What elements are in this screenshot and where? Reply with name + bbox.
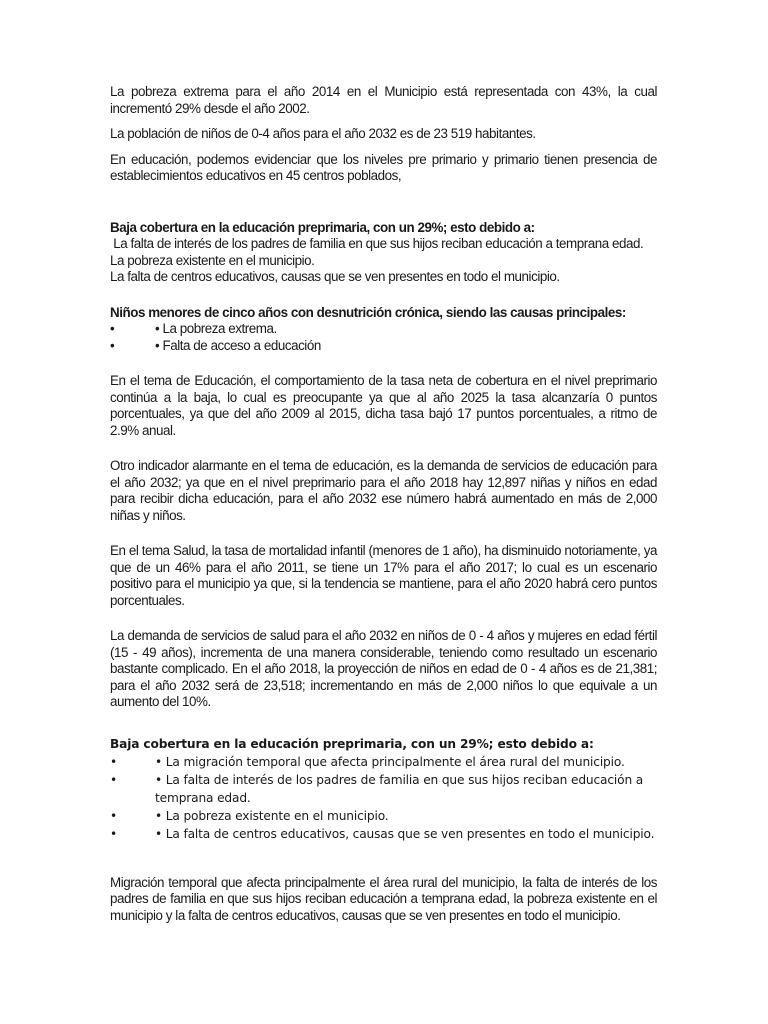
list-item-text: • La migración temporal que afecta principalmente el área rural del municipio.	[155, 754, 625, 769]
paragraph-education-demand: Otro indicador alarmante en el tema de educación, es la demanda de servicios de educación para el año 2032; ya que en el nivel preprimario para el año 2018 hay 12,897 niñas y niños en edad para recibir dicha educación, para el año 2032 ese número habrá aumentado en más de 2,000 niñas y niños.	[110, 458, 657, 523]
list-item-text: • La falta de interés de los padres de familia en que sus hijos reciban educación a temprana edad.	[155, 772, 644, 805]
list-item	[110, 753, 657, 771]
paragraph-causes-summary: Migración temporal que afecta principalmente el área rural del municipio, la falta de interés de los padres de familia en que sus hijos reciban educación a temprana edad, la pobreza existente en el municipio y la falta de centros educativos, causas que se ven presentes en todo el municipio.	[110, 874, 657, 923]
section-title-low-coverage-repeat: Baja cobertura en la educación preprimaria, con un 29%; esto debido a:	[110, 736, 594, 751]
paragraph-education-coverage-rate: En el tema de Educación, el comportamiento de la tasa neta de cobertura en el nivel preprimario continúa a la baja, lo cual es preocupante ya que al año 2025 la tasa alcanzaría 0 puntos porcentuales, ya que del año 2009 al 2015, dicha tasa bajó 17 puntos porcentuales, a ritmo de 2.9% anual.	[110, 373, 657, 438]
bullet-marker: •	[110, 808, 118, 823]
paragraph-extreme-poverty: La pobreza extrema para el año 2014 en el Municipio está representada con 43%, la cual incrementó 29% desde el año 2002.	[110, 84, 657, 116]
cause-line-poverty: La pobreza existente en el municipio.	[110, 252, 315, 268]
paragraph-child-population: La población de niños de 0-4 años para el año 2032 es de 23 519 habitantes.	[110, 126, 536, 141]
cause-line-lack-of-interest: La falta de interés de los padres de familia en que sus hijos reciban educación a temprana edad.	[110, 236, 644, 251]
list-item-text: • La falta de centros educativos, causas que se ven presentes en todo el municipio.	[155, 826, 655, 841]
list-item-text: • La pobreza existente en el municipio.	[155, 808, 389, 823]
list-item	[110, 771, 657, 807]
paragraph-education-levels: En educación, podemos evidenciar que los niveles pre primario y primario tienen presencia de establecimientos educativos en 45 centros poblados,	[110, 151, 657, 183]
list-item-text: • La pobreza extrema.	[155, 321, 277, 336]
cause-line-lack-of-centers: La falta de centros educativos, causas que se ven presentes en todo el municipio.	[110, 269, 560, 284]
list-item	[110, 321, 657, 338]
section-low-coverage-repeat	[110, 735, 657, 843]
bullet-marker: •	[110, 321, 115, 336]
bullet-marker: •	[110, 337, 115, 353]
paragraph-health-demand: La demanda de servicios de salud para el año 2032 en niños de 0 - 4 años y mujeres en edad fértil (15 - 49 años), incrementa de una manera considerable, teniendo como resultado un escenario bastante complicado. En el año 2018, la proyección de niños en edad de 0 - 4 años es de 21,381; para el año 2032 será de 23,518; incrementando en más de 2,000 niños lo que equivale a un aumento del 10%.	[110, 628, 657, 709]
document-page	[110, 84, 657, 924]
list-item-text: • Falta de acceso a educación	[155, 337, 321, 353]
paragraph-infant-mortality: En el tema Salud, la tasa de mortalidad infantil (menores de 1 año), ha disminuido notoriamente, ya que de un 46% para el año 2011, se tiene un 17% para el año 2017; lo cual es un escenario positivo para el municipio ya que, si la tendencia se mantiene, para el año 2020 habrá cero puntos porcentuales.	[110, 543, 657, 608]
bullet-marker: •	[110, 772, 118, 787]
section-title-malnutrition: Niños menores de cinco años con desnutrición crónica, siendo las causas principales:	[110, 304, 626, 320]
list-item	[110, 825, 657, 843]
bullet-marker: •	[110, 826, 118, 841]
section-title-low-coverage: Baja cobertura en la educación preprimaria, con un 29%; esto debido a:	[110, 219, 535, 235]
bullet-marker: •	[110, 754, 118, 769]
list-item	[110, 338, 657, 355]
list-item	[110, 807, 657, 825]
